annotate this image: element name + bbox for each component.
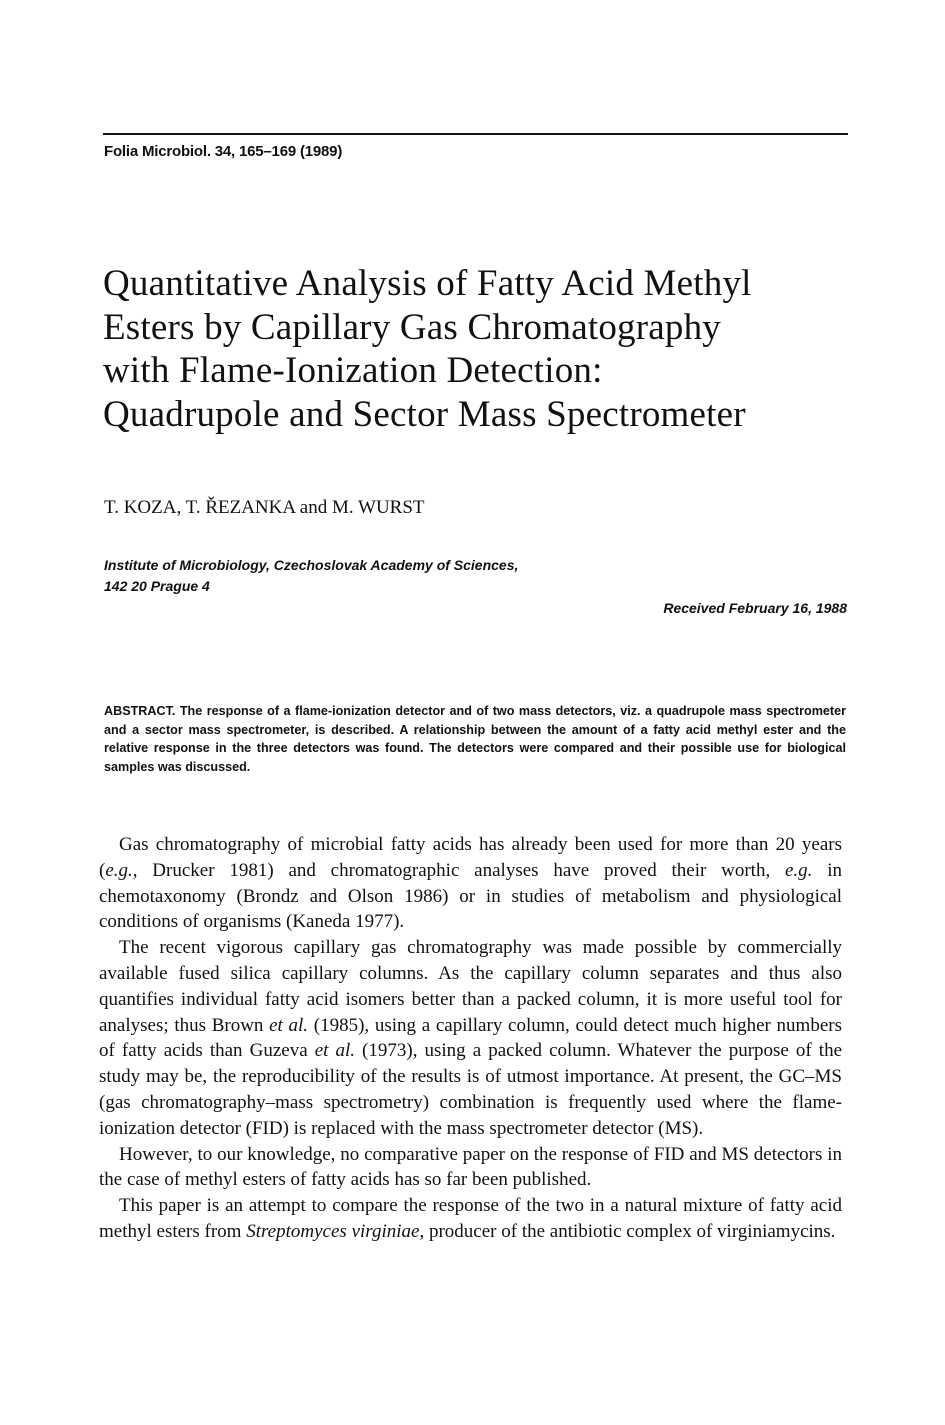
journal-citation: Folia Microbiol. 34, 165–169 (1989) — [104, 143, 343, 160]
text-run: , Drucker 1981) and chromatographic analyses have proved their worth, — [132, 859, 785, 881]
abstract — [104, 702, 846, 776]
italic-run: et al. — [314, 1040, 355, 1062]
author-list: T. KOZA, T. ŘEZANKA and M. WURST — [104, 497, 425, 518]
header-rule — [103, 133, 848, 135]
text-run: This paper is an attempt to compare the response of the two in a natural mixture of fatty acid methyl esters from — [99, 1195, 842, 1242]
title-line: Esters by Capillary Gas Chromatography — [103, 306, 721, 348]
paragraph-1 — [99, 832, 842, 935]
italic-run: Streptomyces virginiae — [246, 1220, 420, 1242]
affiliation-line: 142 20 Prague 4 — [104, 578, 210, 594]
text-run: (1973), using a packed column. Whatever the purpose of the study may be, the reproducibility of the results is of utmost importance. At present, the GC–MS (gas chromatography–mass spectrometry) combination is frequently used where the flame-ionization detector (FID) is replaced with the mass spectrometer detector (MS). — [99, 1040, 842, 1139]
italic-run: et al. — [269, 1014, 309, 1036]
text-run: (1985), using a capillary column, could detect much higher numbers of fatty acids than Guzeva — [99, 1014, 842, 1062]
text-run: The recent vigorous capillary gas chromatography was made possible by commercially available fused silica capillary columns. As the capillary column separates and thus also quantifies individual fatty acid isomers better than a packed column, it is more useful tool for analyses; thus Brown — [99, 937, 842, 1036]
title-line: with Flame-Ionization Detection: — [103, 350, 603, 391]
body-text — [99, 832, 842, 1245]
abstract-text: The response of a flame-ionization detector and of two mass detectors, viz. a quadrupole mass spectrometer and a sector mass spectrometer, is described. A relationship between the amount of a fatty acid methyl ester and the relative response in the three detectors was found. The detectors were compared and their possible use for biological samples was discussed. — [104, 704, 846, 774]
italic-run: e.g. — [784, 859, 813, 881]
affiliation-line: Institute of Microbiology, Czechoslovak Academy of Sciences, — [104, 557, 519, 573]
title-line: Quantitative Analysis of Fatty Acid Methyl — [103, 263, 752, 304]
text-run: in chemotaxonomy (Brondz and Olson 1986) or in studies of metabolism and physiological conditions of organisms (Kaneda 1977). — [99, 859, 842, 933]
paragraph-3: However, to our knowledge, no comparative paper on the response of FID and MS detectors in the case of methyl esters of fatty acids has so far been published. — [99, 1143, 842, 1191]
received-date: Received February 16, 1988 — [663, 600, 847, 616]
italic-run: e.g. — [105, 859, 133, 881]
paragraph-4 — [99, 1193, 842, 1245]
abstract-label: ABSTRACT. — [104, 704, 176, 718]
affiliation — [104, 555, 518, 597]
title-line: Quadrupole and Sector Mass Spectrometer — [103, 393, 746, 435]
paper-title — [103, 262, 863, 436]
paragraph-2 — [99, 935, 842, 1141]
text-run: Gas chromatography of microbial fatty acids has already been used for more than 20 years ( — [99, 834, 842, 881]
text-run: , producer of the antibiotic complex of virginiamycins. — [419, 1220, 836, 1242]
